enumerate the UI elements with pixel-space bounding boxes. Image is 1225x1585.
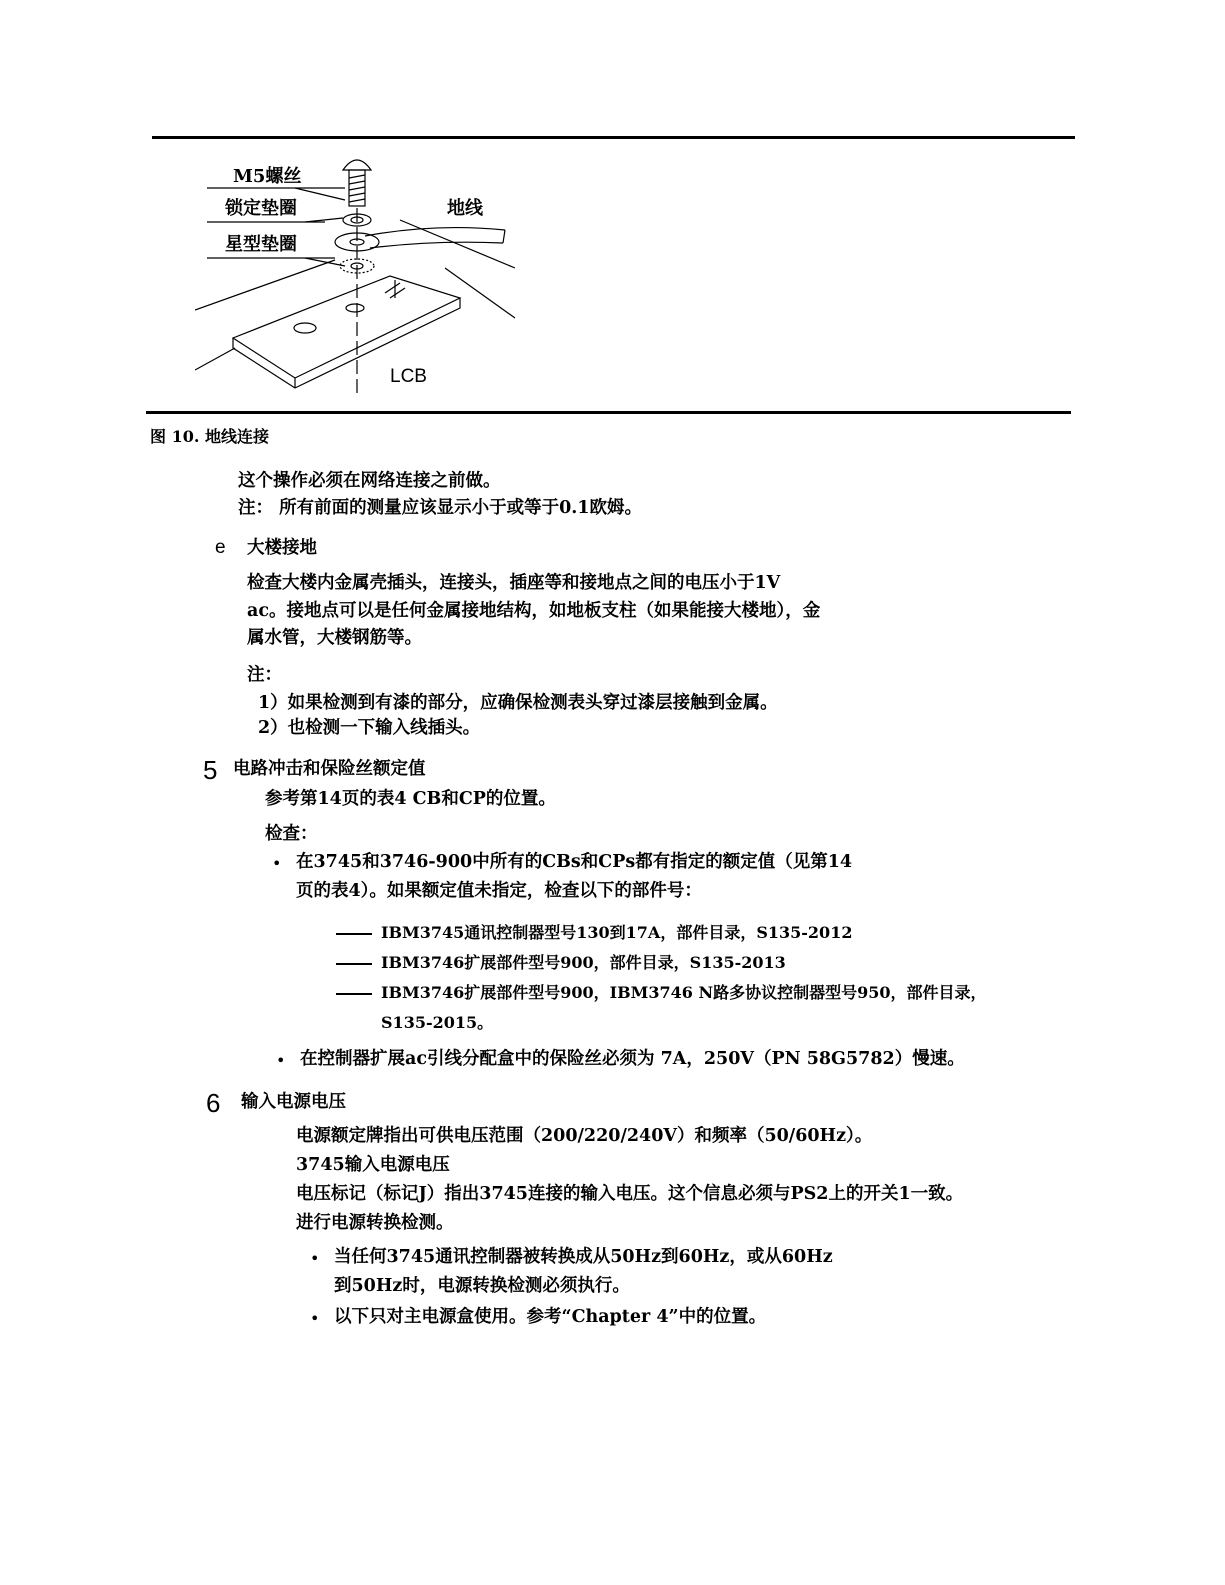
label-lcb: LCB (390, 366, 427, 387)
section-5-number: 5 (203, 755, 218, 785)
section-5-check-label: 检查： (265, 824, 318, 844)
section-6-line-1: 电源额定牌指出可供电压范围（200/220/240V）和频率（50/60Hz）。 (296, 1126, 873, 1146)
section-e-note-1: 1）如果检测到有漆的部分，应确保检测表头穿过漆层接触到金属。 (258, 693, 778, 713)
part-list-item-3-cont: S135-2015。 (381, 1013, 494, 1032)
section-e-para-3: 属水管，大楼钢筋等。 (247, 628, 422, 648)
bullet-dot: • (310, 1309, 320, 1328)
part-list-item-2: IBM3746扩展部件型号900，部件目录，S135-2013 (381, 953, 786, 972)
label-ground-wire: 地线 (447, 198, 483, 219)
dash-marker (336, 993, 372, 995)
intro-line: 这个操作必须在网络连接之前做。 (238, 471, 501, 491)
section-e-para-1: 检查大楼内金属壳插头，连接头，插座等和接地点之间的电压小于1V (247, 573, 781, 593)
section-5-bullet1-line1: 在3745和3746-900中所有的CBs和CPs都有指定的额定值（见第14 (296, 852, 853, 872)
section-e-note-label: 注： (247, 665, 282, 685)
part-list-item-3: IBM3746扩展部件型号900，IBM3746 N路多协议控制器型号950，部件目录， (381, 983, 987, 1002)
section-6-line-3: 电压标记（标记J）指出3745连接的输入电压。这个信息必须与PS2上的开关1一致。 (296, 1184, 964, 1204)
section-6-bullet1-line2: 到50Hz时，电源转换检测必须执行。 (334, 1276, 630, 1296)
figure-caption: 图 10. 地线连接 (150, 427, 269, 446)
label-lock-washer: 锁定垫圈 (225, 198, 297, 219)
section-e-note-2: 2）也检测一下输入线插头。 (258, 718, 481, 738)
figure-top-rule (152, 136, 1075, 139)
dash-marker (336, 963, 372, 965)
bullet-dot: • (276, 1051, 286, 1070)
label-screw: M5螺丝 (233, 166, 302, 187)
dash-marker (336, 933, 372, 935)
section-5-bullet1-line2: 页的表4）。如果额定值未指定，检查以下的部件号： (296, 881, 702, 901)
section-6-title: 输入电源电压 (241, 1092, 346, 1112)
ground-connection-diagram (195, 148, 535, 408)
section-5-bullet2: 在控制器扩展ac引线分配盒中的保险丝必须为 7A，250V（PN 58G5782）慢速。 (300, 1049, 965, 1069)
bullet-dot: • (272, 854, 282, 873)
section-e-para-2: ac。接地点可以是任何金属接地结构，如地板支柱（如果能接大楼地），金 (247, 601, 821, 621)
part-list-item-1: IBM3745通讯控制器型号130到17A，部件目录，S135-2012 (381, 923, 853, 942)
section-5-title: 电路冲击和保险丝额定值 (233, 759, 426, 779)
section-6-line-4: 进行电源转换检测。 (296, 1213, 454, 1233)
intro-note: 注： 所有前面的测量应该显示小于或等于0.1欧姆。 (238, 498, 643, 518)
figure-bottom-rule (146, 411, 1071, 414)
bullet-dot: • (310, 1249, 320, 1268)
section-e-marker: e (215, 537, 226, 558)
section-6-line-2: 3745输入电源电压 (296, 1155, 450, 1175)
section-6-bullet2: 以下只对主电源盒使用。参考“Chapter 4”中的位置。 (334, 1307, 767, 1327)
section-6-bullet1-line1: 当任何3745通讯控制器被转换成从50Hz到60Hz，或从60Hz (334, 1247, 833, 1267)
section-e-title: 大楼接地 (247, 538, 317, 558)
section-5-ref: 参考第14页的表4 CB和CP的位置。 (265, 789, 556, 809)
label-star-washer: 星型垫圈 (225, 234, 297, 255)
section-6-number: 6 (206, 1088, 221, 1118)
